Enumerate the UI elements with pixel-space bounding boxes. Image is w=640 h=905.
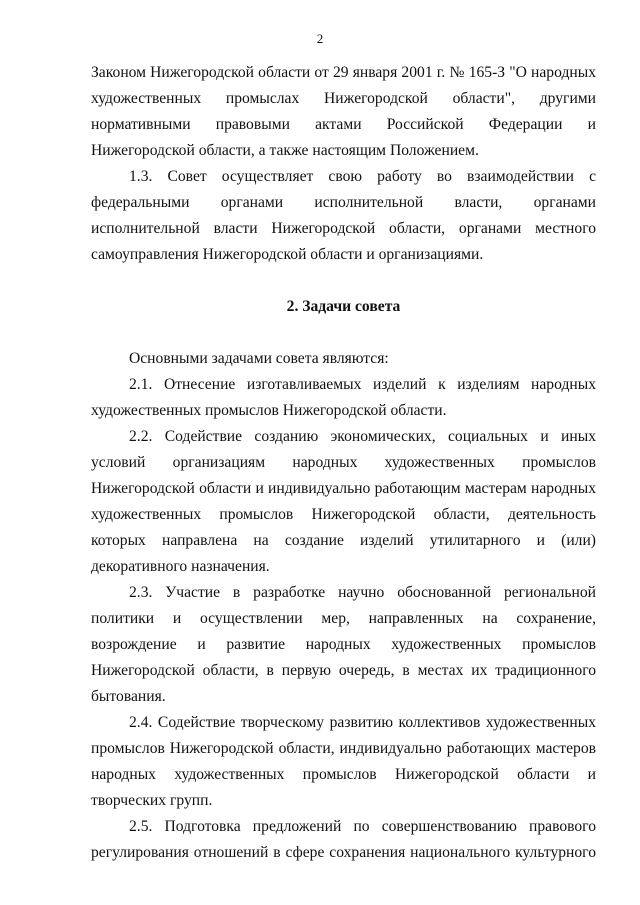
paragraph-continuation: Законом Нижегородской области от 29 января 2001 г. № 165-З "О народных художественных промыслах Нижегородской области", другими нормативными правовыми актами Российской Федерации и Нижегородской области, а также настоящим Положением. (91, 64, 596, 159)
section-heading: 2. Задачи совета (286, 298, 401, 315)
page-number: 2 (316, 31, 324, 46)
paragraph-1-3: 1.3. Совет осуществляет свою работу во взаимодействии с федеральными органами исполнительной власти, органами исполнительной власти Нижегородской области, органами местного самоуправления Нижегородской области и организациями. (91, 168, 596, 263)
item-2-4: 2.4. Содействие творческому развитию коллективов художественных промыслов Нижегородской области, индивидуально работающих мастеров народных художественных промыслов Нижегородской области и творческих групп. (91, 714, 596, 809)
item-2-2: 2.2. Содействие созданию экономических, социальных и иных условий организациям народных художественных промыслов Нижегородской области и индивидуально работающим мастерам народных художественных промыслов Нижегородской области, деятельность которых направлена на создание изделий утилитарного и (или) декоративного назначения. (91, 428, 596, 575)
item-2-1: 2.1. Отнесение изготавливаемых изделий к изделиям народных художественных промыслов Нижегородской области. (91, 376, 596, 419)
document-body (91, 60, 596, 866)
section-intro: Основными задачами совета являются: (129, 350, 389, 367)
item-2-5: 2.5. Подготовка предложений по совершенствованию правового регулирования отношений в сфере сохранения национального культурного (91, 818, 596, 861)
item-2-3: 2.3. Участие в разработке научно обоснованной региональной политики и осуществлении мер, направленных на сохранение, возрождение и развитие народных художественных промыслов Нижегородской области, в первую очередь, в местах их традиционного бытования. (91, 584, 596, 705)
